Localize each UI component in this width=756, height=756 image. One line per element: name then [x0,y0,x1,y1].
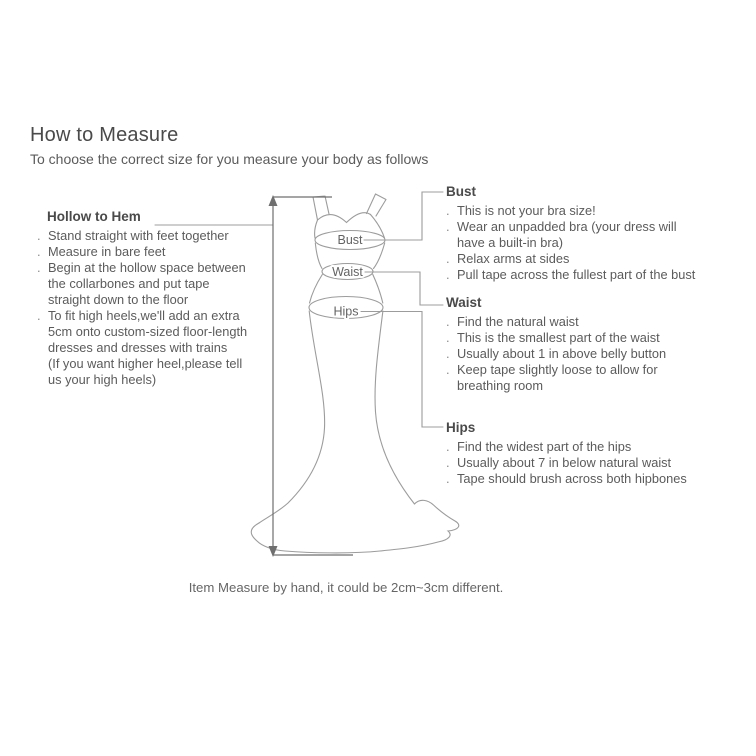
section-waist [446,295,746,394]
bust-instructions [446,203,746,283]
instruction-line [37,292,257,308]
instruction-line [446,235,746,251]
dress-skirt-left [259,311,325,523]
bullet-dot: . [446,330,450,345]
instruction-line [446,439,746,455]
instruction-line [446,362,746,378]
instruction-text: us your high heels) [48,372,157,387]
instruction-text: the collarbones and put tape [48,276,210,291]
instruction-line [37,356,257,372]
instruction-text: straight down to the floor [48,292,189,307]
instruction-line [37,260,257,276]
dress-neckline [318,213,371,223]
bullet-dot: . [37,228,41,243]
waist-connector [365,272,443,305]
instruction-text: This is the smallest part of the waist [457,330,660,345]
instruction-line [446,455,746,471]
bullet-dot: . [446,439,450,454]
page-title: How to Measure [30,124,179,146]
section-hips [446,420,746,487]
hollow-to-hem-heading: Hollow to Hem [47,209,141,224]
instruction-line [446,346,746,362]
bullet-dot: . [446,314,450,329]
instruction-text: breathing room [457,378,544,393]
bullet-dot: . [446,219,450,234]
instruction-line [446,330,746,346]
instruction-line [446,314,746,330]
waist-instructions [446,314,746,394]
instruction-line [37,324,257,340]
instruction-text: Wear an unpadded bra (your dress will [457,219,677,234]
instruction-line [37,308,257,324]
hollow-to-hem-instructions [37,228,257,388]
bullet-dot: . [446,346,450,361]
dress-right-strap [367,194,387,216]
instruction-line [37,372,257,388]
bullet-dot: . [37,308,41,323]
instruction-line [446,251,746,267]
measurement-disclaimer: Item Measure by hand, it could be 2cm~3cm different. [188,580,504,595]
instruction-text: Find the natural waist [457,314,579,329]
waist-heading: Waist [446,295,482,310]
bullet-dot: . [446,251,450,266]
instruction-text: have a built-in bra) [457,235,563,250]
bullet-dot: . [446,471,450,486]
waist-ellipse-label: Waist [332,265,363,279]
section-hollow-to-hem [37,209,257,388]
bullet-dot: . [37,244,41,259]
bullet-dot: . [446,455,450,470]
bullet-dot: . [446,362,450,377]
instruction-text: Stand straight with feet together [48,228,229,243]
instruction-line [446,471,746,487]
instruction-line [37,244,257,260]
hips-connector [361,312,443,428]
instruction-text: Pull tape across the fullest part of the bust [457,267,696,282]
instruction-line [446,219,746,235]
instruction-text: Measure in bare feet [48,244,166,259]
instruction-text: 5cm onto custom-sized floor-length [48,324,248,339]
instruction-line [37,340,257,356]
instruction-line [446,378,746,394]
bust-heading: Bust [446,184,476,199]
hips-heading: Hips [446,420,476,435]
instruction-text: Tape should brush across both hipbones [457,471,687,486]
instruction-line [446,267,746,283]
section-bust [446,184,746,283]
bullet-dot: . [446,267,450,282]
instruction-text: To fit high heels,we'll add an extra [48,308,240,323]
instruction-text: Usually about 1 in above belly button [457,346,667,361]
instruction-text: dresses and dresses with trains [48,340,228,355]
instruction-line [37,228,257,244]
instruction-text: Keep tape slightly loose to allow for [457,362,658,377]
instruction-text: Relax arms at sides [457,251,570,266]
instruction-line [446,203,746,219]
instruction-text: Usually about 7 in below natural waist [457,455,672,470]
bullet-dot: . [446,203,450,218]
instruction-text: (If you want higher heel,please tell [48,356,243,371]
dress-left-strap [313,196,329,220]
hips-instructions [446,439,746,487]
bust-ellipse-label: Bust [337,233,363,247]
instruction-line [37,276,257,292]
instruction-text: This is not your bra size! [457,203,596,218]
page-subtitle: To choose the correct size for you measure your body as follows [30,151,429,167]
instruction-text: Find the widest part of the hips [457,439,632,454]
dress-skirt-right [375,311,414,504]
hips-ellipse-label: Hips [333,304,359,319]
instruction-text: Begin at the hollow space between [48,260,246,275]
bullet-dot: . [37,260,41,275]
